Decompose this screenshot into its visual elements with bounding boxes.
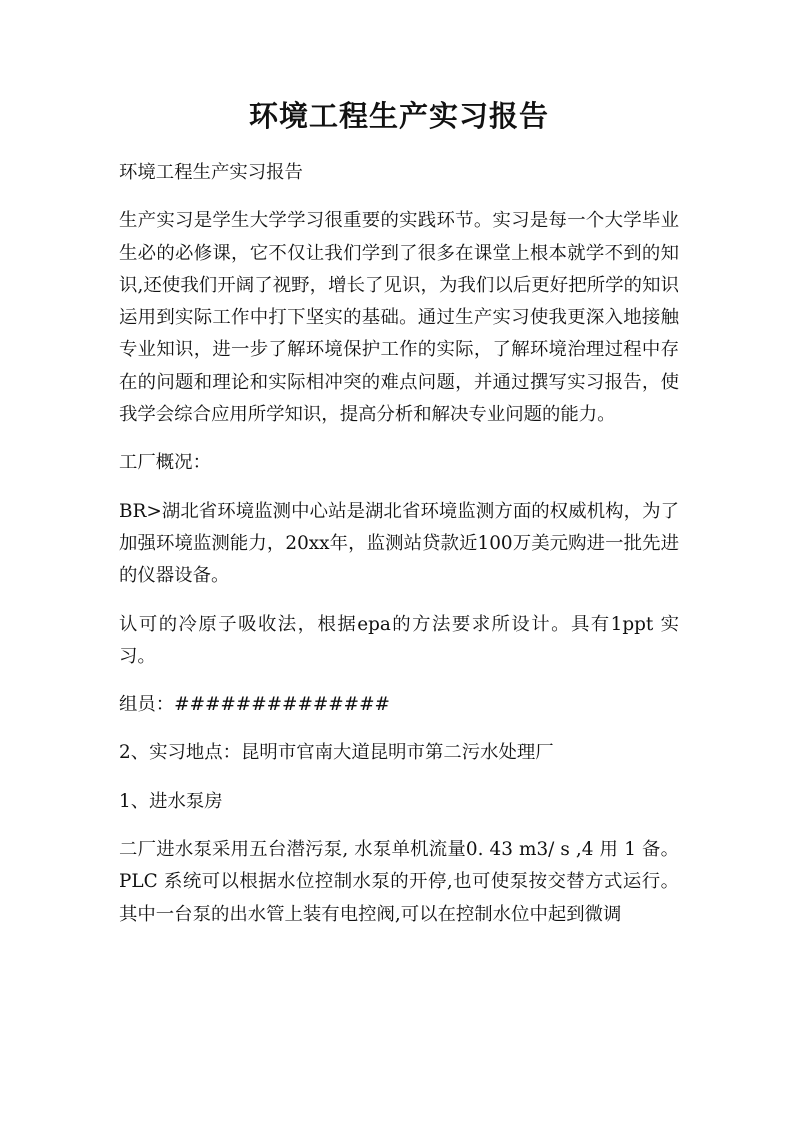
method-paragraph: 认可的冷原子吸收法，根据epa的方法要求所设计。具有1ppt 实习。	[119, 613, 679, 667]
subtitle-paragraph: 环境工程生产实习报告	[119, 162, 303, 183]
monitoring-station-paragraph: BR>湖北省环境监测中心站是湖北省环境监测方面的权威机构，为了加强环境监测能力，20xx年，监测站贷款近100万美元购进一批先进的仪器设备。	[119, 500, 679, 587]
location-paragraph: 2、实习地点：昆明市官南大道昆明市第二污水处理厂	[119, 742, 554, 764]
members-paragraph: 组员：##############	[119, 694, 390, 716]
pump-room-heading: 1、进水泵房	[119, 790, 223, 812]
pump-description-paragraph: 二厂进水泵采用五台潜污泵, 水泵单机流量0. 43 m3/ s ,4 用 1 备。PLC 系统可以根据水位控制水泵的开停,也可使泵按交替方式运行。其中一台泵的出水管上装有电控阀,可以在控制水位中起到微调	[119, 839, 679, 925]
document-title: 环境工程生产实习报告	[248, 99, 549, 133]
factory-overview-heading: 工厂概况：	[119, 452, 211, 474]
intro-paragraph: 生产实习是学生大学学习很重要的实践环节。实习是每一个大学毕业生必的必修课，它不仅让我们学到了很多在课堂上根本就学不到的知识,还使我们开阔了视野，增长了见识，为我们以后更好把所学的知识运用到实际工作中打下坚实的基础。通过生产实习使我更深入地接触专业知识，进一步了解环境保护工作的实际，了解环境治理过程中存在的问题和理论和实际相冲突的难点问题，并通过撰写实习报告，使我学会综合应用所学知识，提高分析和解决专业问题的能力。	[119, 210, 679, 426]
